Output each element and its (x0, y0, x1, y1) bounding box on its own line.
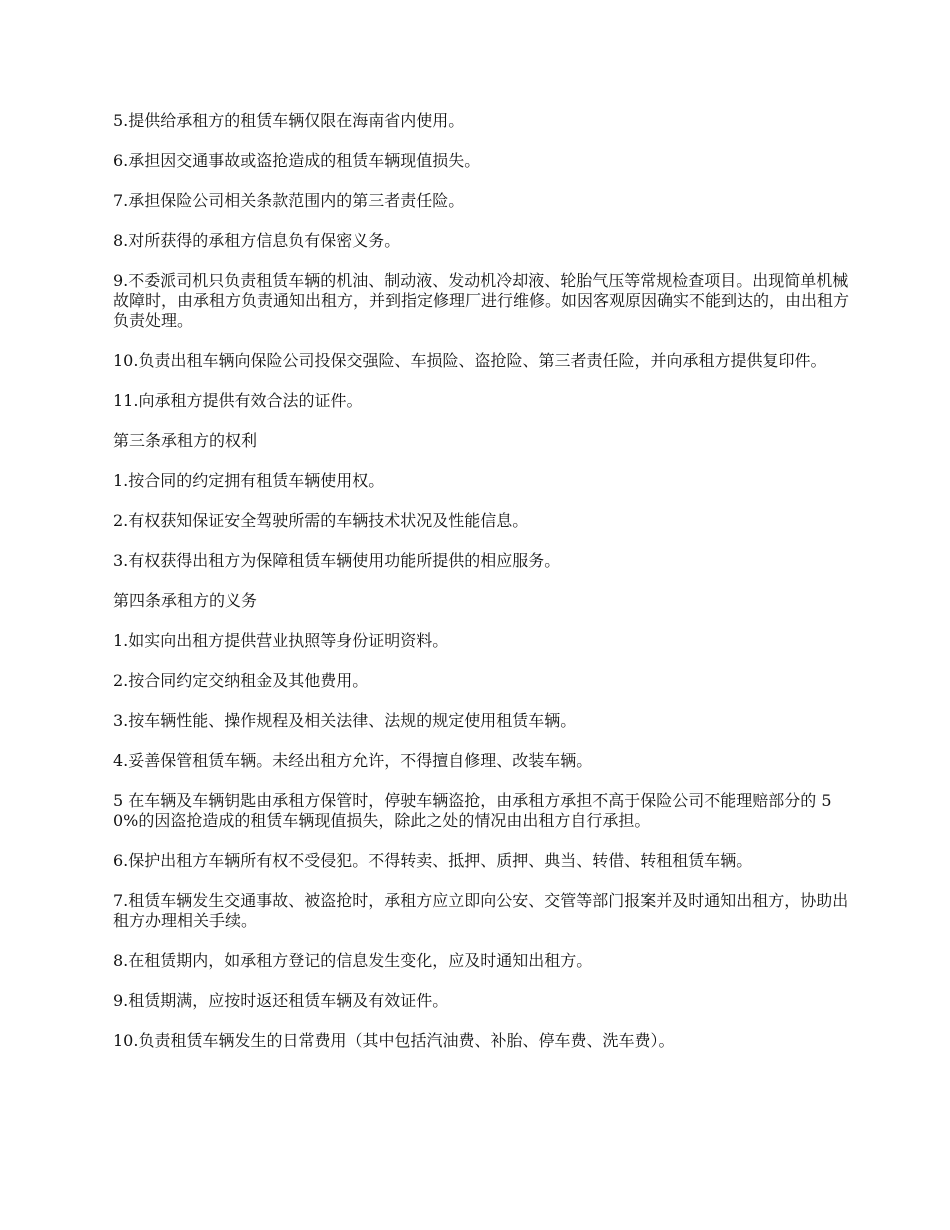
section-heading-article-4: 第四条承租方的义务 (113, 591, 258, 610)
clause-6-loss-liability: 6.承担因交通事故或盗抢造成的租赁车辆现值损失。 (113, 151, 481, 170)
clause-9-routine-inspection: 9.不委派司机只负责租赁车辆的机油、制动液、发动机冷却液、轮胎气压等常规检查项目。出现简单机械故障时，由承租方负责通知出租方，并到指定修理厂进行维修。如因客观原因确实不能到达的，由出租方负责处理。 (113, 271, 850, 330)
article-4-item-5: 5 在车辆及车辆钥匙由承租方保管时，停驶车辆盗抢，由承租方承担不高于保险公司不能理赔部分的 50%的因盗抢造成的租赁车辆现值损失，除此之处的情况由出租方自行承担。 (113, 791, 832, 830)
article-3-item-1: 1.按合同的约定拥有租赁车辆使用权。 (113, 471, 385, 490)
article-4-item-6: 6.保护出租方车辆所有权不受侵犯。不得转卖、抵押、质押、典当、转借、转租租赁车辆。 (113, 851, 753, 870)
article-3-item-2: 2.有权获知保证安全驾驶所需的车辆技术状况及性能信息。 (113, 511, 529, 530)
clause-8-confidentiality: 8.对所获得的承租方信息负有保密义务。 (113, 231, 401, 250)
article-4-item-1: 1.如实向出租方提供营业执照等身份证明资料。 (113, 631, 449, 650)
article-4-item-4: 4.妥善保管租赁车辆。未经出租方允许，不得擅自修理、改装车辆。 (113, 751, 593, 770)
article-3-item-3: 3.有权获得出租方为保障租赁车辆使用功能所提供的相应服务。 (113, 551, 561, 570)
document-body (113, 111, 853, 1071)
clause-5-vehicle-usage-area: 5.提供给承租方的租赁车辆仅限在海南省内使用。 (113, 111, 465, 130)
article-4-item-2: 2.按合同约定交纳租金及其他费用。 (113, 671, 369, 690)
clause-10-insurance-coverage: 10.负责出租车辆向保险公司投保交强险、车损险、盗抢险、第三者责任险，并向承租方提供复印件。 (113, 351, 827, 370)
article-4-item-9: 9.租赁期满，应按时返还租赁车辆及有效证件。 (113, 991, 449, 1010)
section-heading-article-3: 第三条承租方的权利 (113, 431, 258, 450)
article-4-item-7: 7.租赁车辆发生交通事故、被盗抢时，承租方应立即向公安、交管等部门报案并及时通知出租方，协助出租方办理相关手续。 (113, 891, 849, 930)
clause-11-valid-documents: 11.向承租方提供有效合法的证件。 (113, 391, 363, 410)
clause-7-third-party-insurance: 7.承担保险公司相关条款范围内的第三者责任险。 (113, 191, 465, 210)
article-4-item-10: 10.负责租赁车辆发生的日常费用（其中包括汽油费、补胎、停车费、洗车费）。 (113, 1031, 675, 1050)
article-4-item-3: 3.按车辆性能、操作规程及相关法律、法规的规定使用租赁车辆。 (113, 711, 577, 730)
article-4-item-8: 8.在租赁期内，如承租方登记的信息发生变化，应及时通知出租方。 (113, 951, 593, 970)
